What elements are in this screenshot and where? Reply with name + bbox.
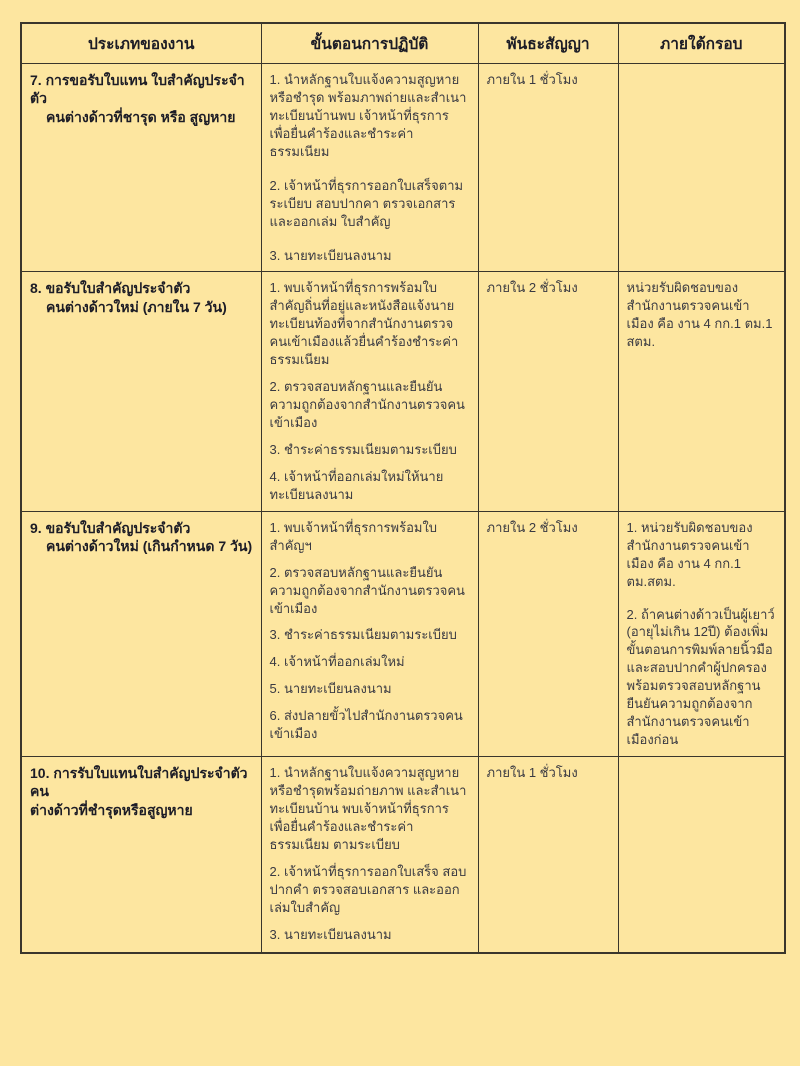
framework-cell [618, 511, 785, 756]
work-type-cell [21, 757, 261, 953]
work-type-line: 9. ขอรับใบสำคัญประจำตัว [30, 519, 191, 536]
step-item: 3. ชำระค่าธรรมเนียมตามระเบียบ [269, 441, 457, 457]
step-item: 1. พบเจ้าหน้าที่ธุรการพร้อมใบสำคัญฯ [269, 519, 438, 553]
header-cell-commitment: พันธะสัญญา [478, 23, 618, 64]
work-type-line: 8. ขอรับใบสำคัญประจำตัว [30, 280, 191, 297]
commitment-cell: ภายใน 1 ชั่วโมง [478, 757, 618, 953]
work-type-line: คนต่างด้าวที่ชารุด หรือ สูญหาย [46, 108, 236, 125]
step-item: 1. นำหลักฐานใบแจ้งความสูญหายหรือชำรุดพร้อมถ่ายภาพ และสำเนาทะเบียนบ้าน พบเจ้าหน้าที่ธุรการเพื่อยื่นคำร้องและชำระค่าธรรมเนียม ตามระเบียบ [269, 765, 467, 852]
work-type-cell [21, 272, 261, 511]
framework-item: 2. ถ้าคนต่างด้าวเป็นผู้เยาว์ (อายุไม่เกิน 12ปี) ต้องเพิ่มขั้นตอนการพิมพ์ลายนิ้วมือและสอบปากคำผู้ปกครองพร้อมตรวจสอบหลักฐานยืนยันความถูกต้องจากสำนักงานตรวจคนเข้าเมืองก่อน [626, 606, 775, 748]
table-header-row [21, 23, 785, 64]
step-item: 2. เจ้าหน้าที่ธุรการออกใบเสร็จตามระเบียบ สอบปากคา ตรวจเอกสารและออกเล่ม ใบสำคัญ [269, 177, 464, 229]
work-type-cell [21, 64, 261, 272]
step-item: 2. ตรวจสอบหลักฐานและยืนยันความถูกต้องจากสำนักงานตรวจคนเข้าเมือง [269, 564, 465, 616]
commitment-cell: ภายใน 2 ชั่วโมง [478, 272, 618, 511]
framework-cell [618, 272, 785, 511]
commitment-cell: ภายใน 2 ชั่วโมง [478, 511, 618, 756]
header-cell-framework: ภายใต้กรอบ [618, 23, 785, 64]
framework-cell [618, 757, 785, 953]
step-item: 3. นายทะเบียนลงนาม [269, 926, 392, 942]
procedure-steps-cell [261, 272, 478, 511]
work-type-cell [21, 511, 261, 756]
procedure-steps-cell [261, 757, 478, 953]
step-item: 4. เจ้าหน้าที่ออกเล่มใหม่ [269, 654, 405, 670]
framework-item: หน่วยรับผิดชอบของสำนักงานตรวจคนเข้าเมือง คือ งาน 4 กก.1 ตม.1 สตม. [626, 280, 773, 350]
work-type-line: ต่างด้าวที่ชำรุดหรือสูญหาย [30, 801, 193, 818]
table-row-10 [21, 757, 785, 953]
procedure-steps-cell [261, 64, 478, 272]
step-item: 6. ส่งปลายขั้วไปสำนักงานตรวจคนเข้าเมือง [269, 708, 463, 742]
step-item: 1. พบเจ้าหน้าที่ธุรการพร้อมใบสำคัญถิ่นที่อยู่และหนังสือแจ้งนายทะเบียนท้องที่จากสำนักงานตรวจคนเข้าเมืองแล้วยื่นคำร้องชำระค่าธรรมเนียม [269, 280, 459, 368]
work-type-line: 10. การรับใบแทนใบสำคัญประจำตัวคน [30, 765, 248, 800]
table-row-8 [21, 272, 785, 511]
work-type-line: คนต่างด้าวใหม่ (ภายใน 7 วัน) [46, 298, 227, 315]
table-row-9 [21, 511, 785, 756]
procedure-table-container [20, 22, 786, 954]
work-type-line: 7. การขอรับใบแทน ใบสำคัญประจำตัว [30, 72, 245, 107]
header-cell-work-type: ประเภทของงาน [21, 23, 261, 64]
procedure-steps-cell [261, 511, 478, 756]
step-item: 1. นำหลักฐานใบแจ้งความสูญหายหรือชำรุด พร้อมภาพถ่ายและสำเนาทะเบียนบ้านพบ เจ้าหน้าที่ธุรการเพื่อยื่นคำร้องและชำระค่าธรรมเนียม [269, 72, 467, 159]
step-item: 2. ตรวจสอบหลักฐานและยืนยันความถูกต้องจากสำนักงานตรวจคนเข้าเมือง [269, 379, 465, 430]
framework-item: 1. หน่วยรับผิดชอบของสำนักงานตรวจคนเข้าเมือง คือ งาน 4 กก.1 ตม.สตม. [626, 519, 753, 589]
commitment-cell: ภายใน 1 ชั่วโมง [478, 64, 618, 272]
step-item: 5. นายทะเบียนลงนาม [269, 681, 392, 697]
step-item: 3. ชำระค่าธรรมเนียมตามระเบียบ [269, 627, 457, 643]
framework-cell [618, 64, 785, 272]
step-item: 2. เจ้าหน้าที่ธุรการออกใบเสร็จ สอบปากคำ ตรวจสอบเอกสาร และออกเล่มใบสำคัญ [269, 863, 467, 915]
procedure-table [20, 22, 786, 954]
step-item: 3. นายทะเบียนลงนาม [269, 247, 392, 263]
header-cell-procedure-steps: ขั้นตอนการปฏิบัติ [261, 23, 478, 64]
step-item: 4. เจ้าหน้าที่ออกเล่มใหม่ให้นายทะเบียนลงนาม [269, 468, 444, 502]
work-type-line: คนต่างด้าวใหม่ (เกินกำหนด 7 วัน) [46, 538, 253, 555]
table-row-7 [21, 64, 785, 272]
